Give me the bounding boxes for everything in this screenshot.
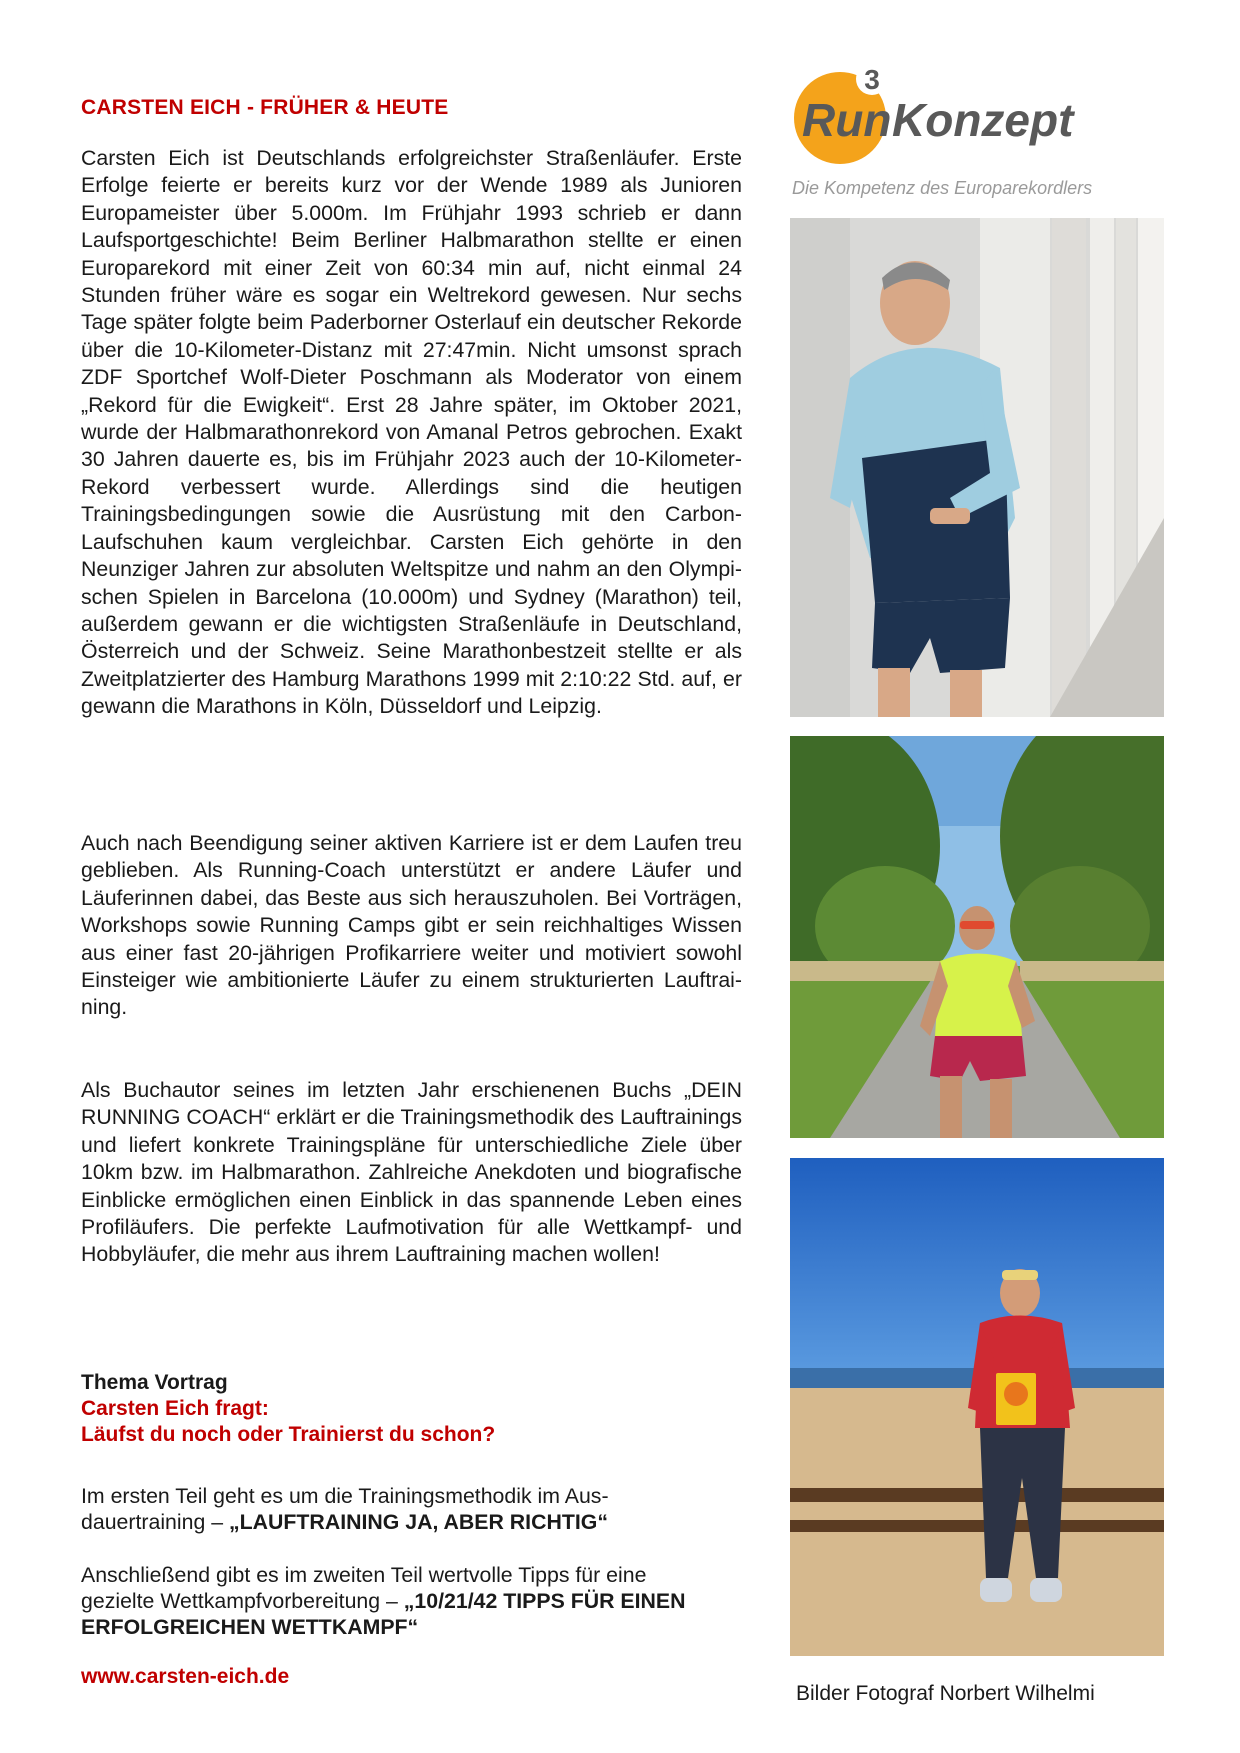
paragraph-coach: Auch nach Beendigung seiner aktiven Karriere ist er dem Laufen treu geblieben. Als Running-Coach unterstützt er andere Läufer und Läuferinnen dabei, das Beste aus sich herauszuholen. Bei Vorträgen, Workshops sowie Running Camps gibt er sein reichhaltiges Wissen aus einer fast 20-jährigen Profikarriere weiter und motiviert sowohl Einsteiger wie ambitionierte Läufer zu einem strukturierten Lauftraining.: [81, 831, 742, 1020]
talk-part-two: [81, 1562, 721, 1640]
photo-runner-alley: [790, 736, 1164, 1138]
logo-tagline: Die Kompetenz des Europarekordlers: [792, 178, 1093, 198]
logo-number: 3: [864, 64, 880, 95]
page-heading: CARSTEN EICH - FRÜHER & HEUTE: [81, 96, 449, 119]
talk-question-line1: Carsten Eich fragt:: [81, 1397, 269, 1420]
talk-question-line2: Läufst du noch oder Trainierst du schon?: [81, 1423, 496, 1446]
paragraph-career: Carsten Eich ist Deutschlands erfolgreichster Straßenläufer. Erste Erfolge feierte er bereits kurz vor der Wende 1989 als Junioren Europameister über 5.000m. Im Frühjahr 1993 schrieb er dann Laufsportgeschichte! Beim Berliner Halbmarathon stellte er einen Europarekord mit einer Zeit von 60:34 min auf, nicht einmal 24 Stunden früher wäre es sogar ein Weltrekord gewesen. Nur sechs Tage später folgte beim Paderborner Osterlauf ein deutscher Rekorde über die 10-Kilometer-Distanz mit 27:47min. Nicht umsonst sprach ZDF Sportchef Wolf-Dieter Poschmann als Moderator von einem „Rekord für die Ewigkeit“. Erst 28 Jahre später, im Oktober 2021, wurde der Halbmarathonrekord von Amanal Petros gebrochen. Exakt 30 Jahren dauerte es, bis im Frühjahr 2023 auch der 10-Kilometer-Rekord verbessert wurde. Allerdings sind die heutigen Trainingsbedingungen sowie die Ausrüstung mit den Carbon-Laufschuhen kaum vergleichbar. Carsten Eich gehörte in den Neunziger Jahren zur absoluten Weltspitze und nahm an den Olympischen Spielen in Barcelona (10.000m) und Sydney (Marathon) teil, außerdem gewann er die wichtigsten Straßenläufe in Deutschland, Österreich und der Schweiz. Seine Marathonbestzeit stellte er als Zweitplatzierter des Hamburg Marathons 1999 mit 2:10:22 Std. auf, er gewann die Marathons in Köln, Düsseldorf und Leipzig.: [81, 146, 742, 719]
photo-runner-beach: [790, 1158, 1164, 1656]
talk-topic-label: Thema Vortrag: [81, 1371, 228, 1394]
logo-word-run: Run: [802, 94, 892, 146]
talk-part-one-text: Im ersten Teil geht es um die Trainingsmethodik im Ausdauertraining –: [81, 1484, 609, 1534]
paragraph-book: Als Buchautor seines im letzten Jahr erschienenen Buchs „DEIN RUNNING COACH“ erklärt er die Trainingsmethodik des Lauftrainings und liefert konkrete Trainingspläne für unterschiedliche Ziele über 10km bzw. im Halbmarathon. Zahlreiche Anekdoten und biografische Einblicke ermöglichen einen Einblick in das spannende Leben eines Profiläufers. Die perfekte Laufmotivation für alle Wettkampf- und Hobbyläufer, die mehr aus ihrem Lauftraining machen wollen!: [81, 1078, 742, 1267]
photo-runner-columns: [790, 218, 1164, 717]
logo-word-konzept: Konzept: [892, 94, 1074, 146]
talk-part-one-title: „LAUFTRAINING JA, ABER RICHTIG“: [229, 1510, 608, 1534]
talk-part-one: [81, 1483, 721, 1535]
website-link[interactable]: www.carsten-eich.de: [81, 1665, 290, 1688]
talk-part-two-title: „10/21/42 TIPPS FÜR EINEN ERFOLGREICHEN WETTKAMPF“: [81, 1589, 686, 1639]
photo-credit: Bilder Fotograf Norbert Wilhelmi: [796, 1682, 1095, 1705]
talk-topic: [81, 1370, 495, 1448]
talk-part-two-text: Anschließend gibt es im zweiten Teil wertvolle Tipps für eine gezielte Wettkampfvorbereitung –: [81, 1563, 647, 1613]
